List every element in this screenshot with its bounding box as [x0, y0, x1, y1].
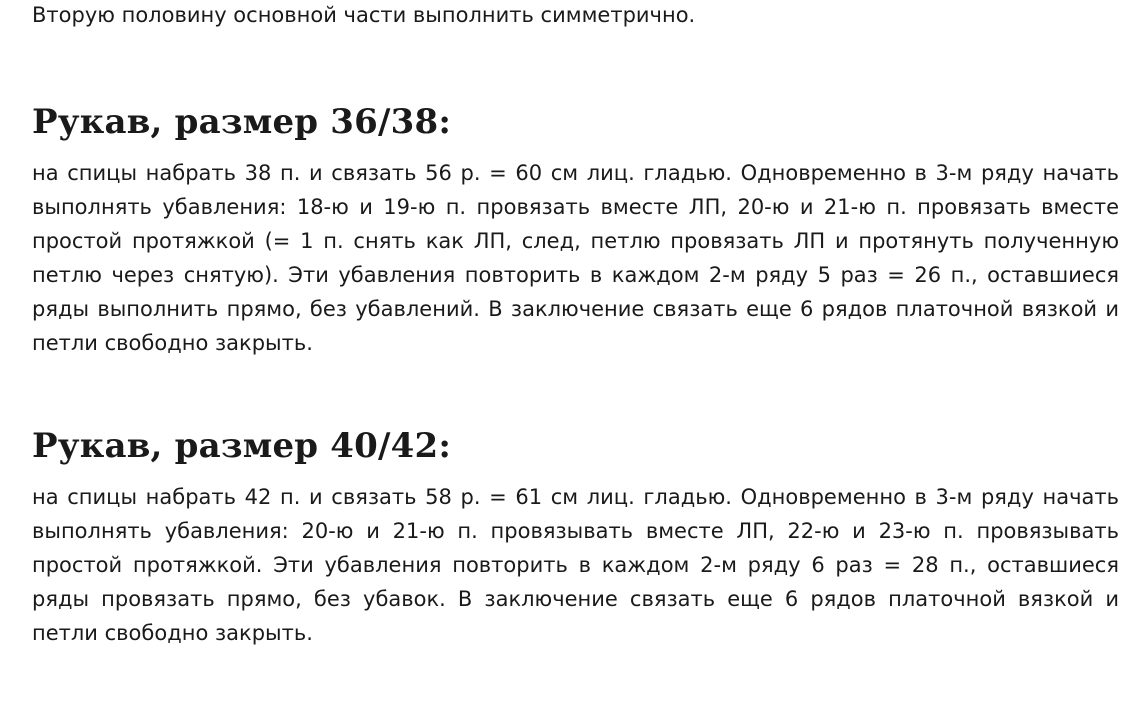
section-title-sleeve-40-42: Рукав, размер 40/42: — [32, 426, 452, 466]
section-body-sleeve-40-42: на спицы набрать 42 п. и связать 58 р. = 61 см лиц. гладью. Одновременно в 3-м ряду начать выполнять убавления: 20-ю и 21-ю п. провязывать вместе ЛП, 22-ю и 23-ю п. провязывать простой протяжкой. Эти убавления повторить в каждом 2-м ряду 6 раз = 28 п., оставшиеся ряды провязать прямо, без убавок. В заключение связать еще 6 рядов платочной вязкой и петли свободно закрыть. — [32, 485, 1119, 645]
intro-paragraph: Вторую половину основной части выполнить симметрично. — [32, 3, 696, 27]
article-content — [32, 0, 1119, 645]
section-body-sleeve-36-38: на спицы набрать 38 п. и связать 56 р. = 60 см лиц. гладью. Одновременно в 3-м ряду начать выполнять убавления: 18-ю и 19-ю п. провязать вместе ЛП, 20-ю и 21-ю п. провязать вместе простой протяжкой (= 1 п. снять как ЛП, след, петлю провязать ЛП и протянуть полученную петлю через снятую). Эти убавления повторить в каждом 2-м ряду 5 раз = 26 п., оставшиеся ряды выполнить прямо, без убавлений. В заключение связать еще 6 рядов платочной вязкой и петли свободно закрыть. — [32, 161, 1119, 355]
section-title-sleeve-36-38: Рукав, размер 36/38: — [32, 102, 452, 142]
